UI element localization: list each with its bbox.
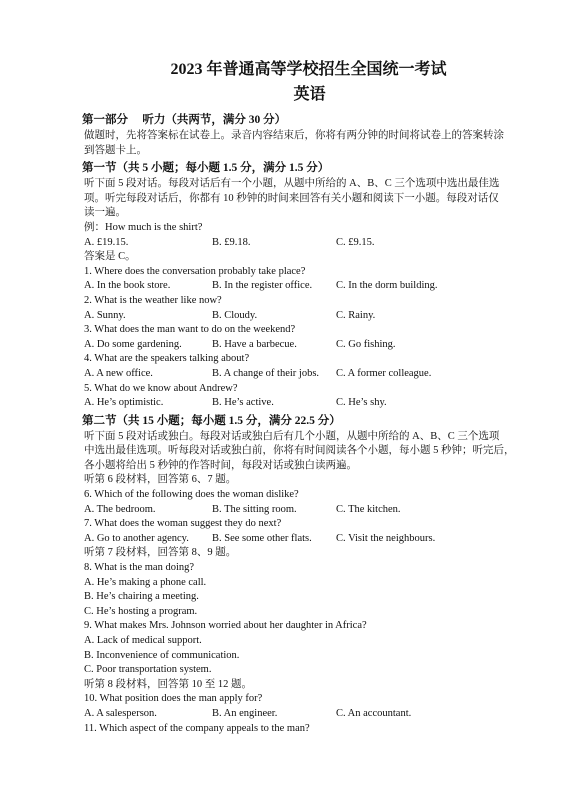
option-c: C. In the dorm building. <box>336 280 438 292</box>
question-5: 5. What do we know about Andrew? <box>84 382 238 394</box>
option-b: B. A change of their jobs. <box>212 367 320 379</box>
part1-heading: 第一部分 听力（共两节，满分 30 分） <box>82 114 287 126</box>
option-a: A. Sunny. <box>84 309 126 321</box>
section1-instruction: 听下面 5 段对话。每段对话后有一个小题，从题中所给的 A、B、C 三个选项中选出最佳选 <box>84 178 500 190</box>
option-a: A. He’s optimistic. <box>84 397 164 409</box>
question-10: 10. What position does the man apply for? <box>84 693 263 705</box>
question-7-options <box>84 532 523 547</box>
option-c: C. He’s shy. <box>336 397 387 409</box>
question-6: 6. Which of the following does the woman dislike? <box>84 489 299 501</box>
option-a: A. Do some gardening. <box>84 338 182 350</box>
option-b: B. See some other flats. <box>212 532 312 544</box>
question-3-options <box>84 338 523 353</box>
section1-instruction: 项。听完每段对话后，你都有 10 秒钟的时间来回答有关小题和阅读下一小题。每段对话仅 <box>84 192 499 204</box>
option-b: B. Cloudy. <box>212 309 258 321</box>
option-a: A. He’s making a phone call. <box>84 576 207 588</box>
part1-instruction: 做题时，先将答案标在试卷上。录音内容结束后，你将有两分钟的时间将试卷上的答案转涂 <box>84 130 504 141</box>
option-c: C. Poor transportation system. <box>84 664 212 676</box>
option-a: A. Go to another agency. <box>84 532 189 544</box>
question-4: 4. What are the speakers talking about? <box>84 353 250 365</box>
question-10-options <box>84 707 523 722</box>
option-b: B. He’s chairing a meeting. <box>84 591 199 603</box>
exam-title: 2023 年普通高等学校招生全国统一考试 <box>170 61 447 78</box>
option-b: B. Have a barbecue. <box>212 338 297 350</box>
option-c: C. An accountant. <box>336 707 412 719</box>
question-2-options <box>84 309 523 324</box>
example-question: 例：How much is the shirt? <box>84 221 203 233</box>
option-c: C. He’s hosting a program. <box>84 605 198 617</box>
question-5-options <box>84 396 523 411</box>
subject-title: 英语 <box>293 86 326 103</box>
option-c: C. £9.15. <box>336 236 375 248</box>
example-options <box>84 236 523 251</box>
option-b: B. In the register office. <box>212 280 313 292</box>
option-a: A. The bedroom. <box>84 503 156 515</box>
option-c: C. Go fishing. <box>336 338 396 350</box>
option-a: A. £19.15. <box>84 236 129 248</box>
example-answer: 答案是 C。 <box>84 251 136 263</box>
question-1-options <box>84 279 523 294</box>
option-c: C. Visit the neighbours. <box>336 532 436 544</box>
question-6-options <box>84 503 523 518</box>
option-a: A. In the book store. <box>84 280 171 292</box>
section2-heading: 第二节（共 15 小题；每小题 1.5 分，满分 22.5 分） <box>82 414 341 427</box>
material-6-label: 听第 6 段材料，回答第 6、7 题。 <box>84 474 237 486</box>
part1-instruction: 到答题卡上。 <box>84 144 147 156</box>
question-9: 9. What makes Mrs. Johnson worried about her daughter in Africa? <box>84 620 367 632</box>
option-a: A. Lack of medical support. <box>84 635 202 646</box>
question-3: 3. What does the man want to do on the weekend? <box>84 324 296 336</box>
question-1: 1. Where does the conversation probably take place? <box>84 265 306 277</box>
option-b: B. He’s active. <box>212 397 274 409</box>
option-c: C. Rainy. <box>336 309 376 321</box>
option-b: B. £9.18. <box>212 236 251 248</box>
section2-instruction: 听下面 5 段对话或独白。每段对话或独白后有几个小题，从题中所给的 A、B、C 三个选项 <box>84 430 500 442</box>
option-c: C. A former colleague. <box>336 367 432 379</box>
question-4-options <box>84 367 523 382</box>
section1-heading: 第一节（共 5 小题；每小题 1.5 分，满分 1.5 分） <box>82 162 330 175</box>
question-8: 8. What is the man doing? <box>84 562 195 574</box>
option-b: B. The sitting room. <box>212 503 297 515</box>
option-a: A. A new office. <box>84 367 153 379</box>
option-b: B. Inconvenience of communication. <box>84 649 240 661</box>
option-a: A. A salesperson. <box>84 707 157 719</box>
section2-instruction: 中选出最佳选项。听每段对话或独白前，你将有时间阅读各个小题，每小题 5 秒钟；听完后， <box>84 445 515 457</box>
material-7-label: 听第 7 段材料，回答第 8、9 题。 <box>84 547 237 559</box>
option-c: C. The kitchen. <box>336 503 401 515</box>
material-8-label: 听第 8 段材料，回答第 10 至 12 题。 <box>84 678 252 690</box>
question-7: 7. What does the woman suggest they do next? <box>84 518 282 530</box>
section2-instruction: 各小题将给出 5 秒钟的作答时间，每段对话或独白读两遍。 <box>84 459 357 471</box>
question-11: 11. Which aspect of the company appeals to the man? <box>84 722 310 734</box>
option-b: B. An engineer. <box>212 707 278 719</box>
question-2: 2. What is the weather like now? <box>84 294 222 306</box>
section1-instruction: 读一遍。 <box>84 207 126 219</box>
